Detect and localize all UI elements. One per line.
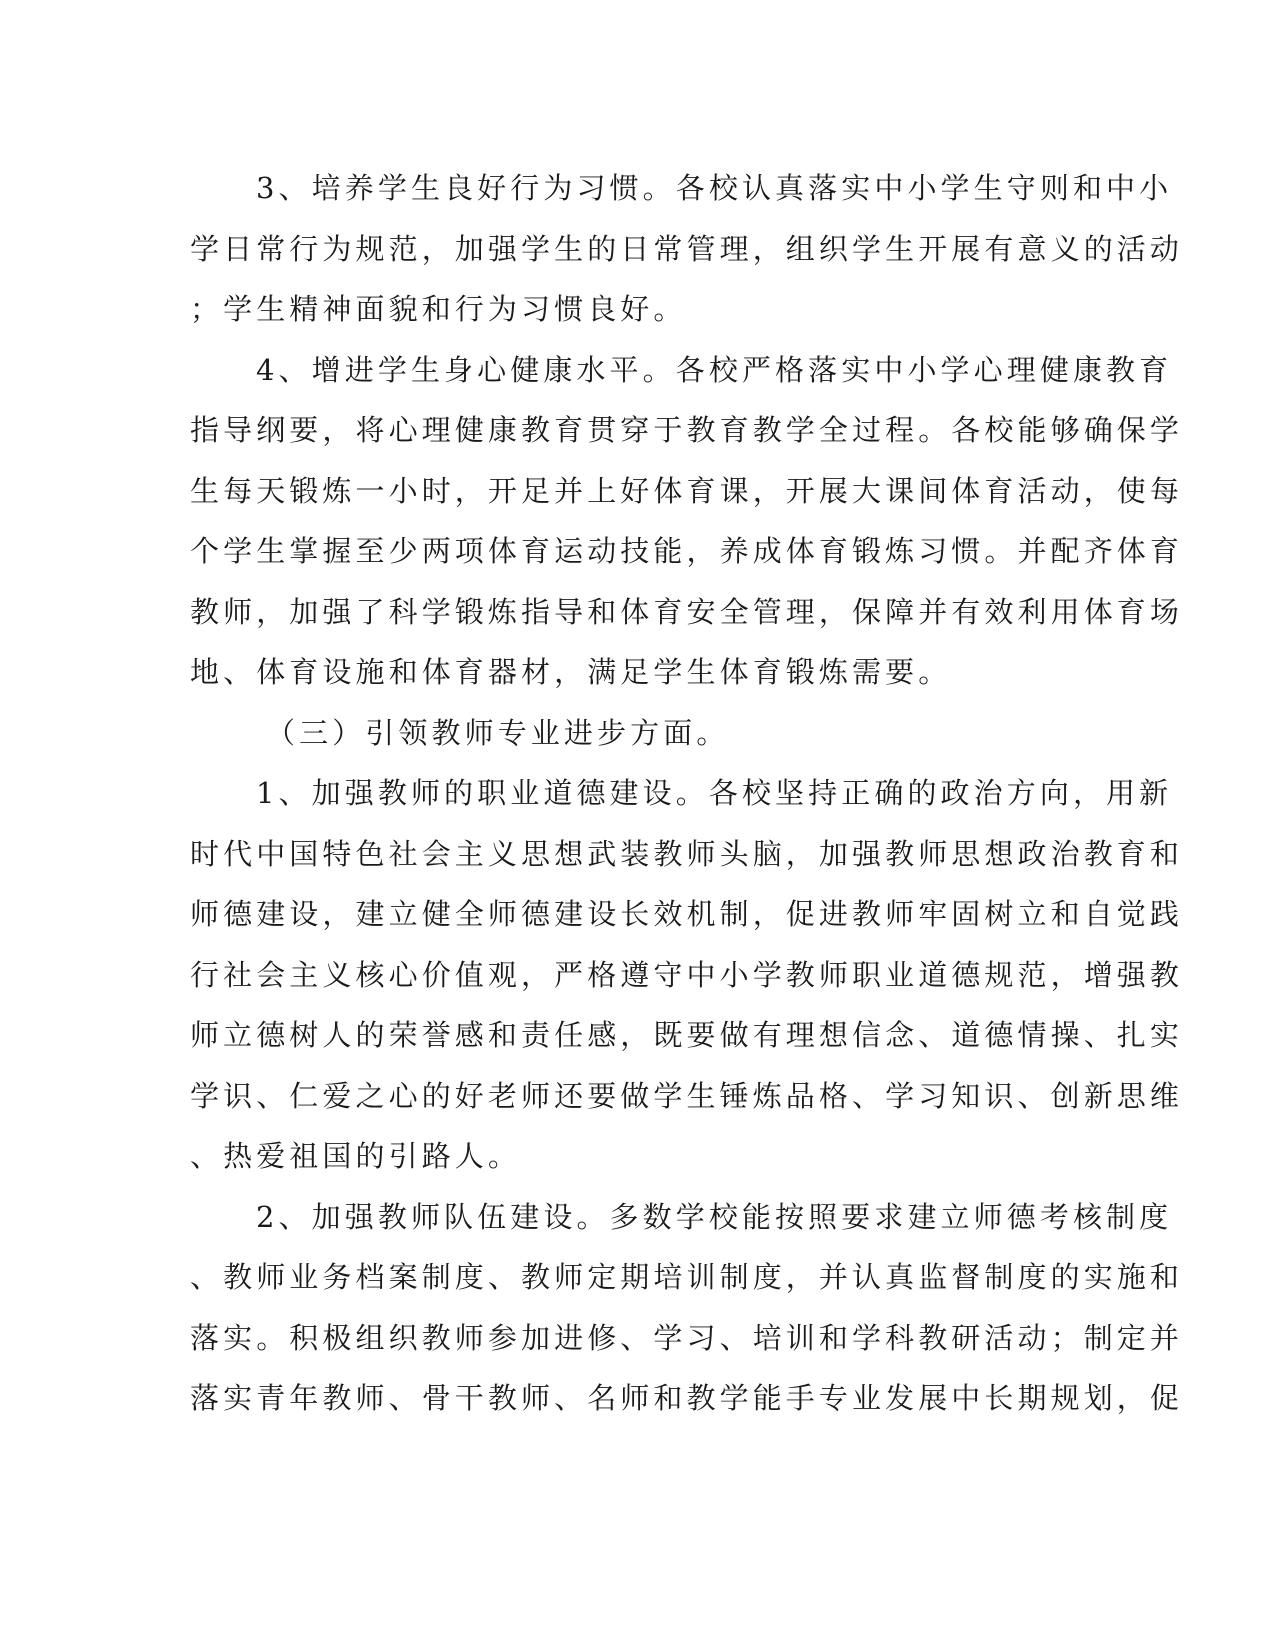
paragraph-4-line-5: 教师，加强了科学锻炼指导和体育安全管理，保障并有效利用体育场: [190, 594, 1184, 629]
paragraph-1-line-1: 1、加强教师的职业道德建设。各校坚持正确的政治方向，用新: [256, 776, 1173, 810]
paragraph-3-line-2: 学日常行为规范，加强学生的日常管理，组织学生开展有意义的活动: [190, 231, 1184, 266]
paragraph-2-line-3: 落实。积极组织教师参加进修、学习、培训和学科教研活动；制定并: [190, 1320, 1184, 1355]
paragraph-4-line-1: 4、增进学生身心健康水平。各校严格落实中小学心理健康教育: [256, 352, 1173, 387]
paragraph-1-line-3: 师德建设，建立健全师德建设长效机制，促进教师牢固树立和自觉践: [190, 897, 1184, 931]
paragraph-2-line-4: 落实青年教师、骨干教师、名师和教学能手专业发展中长期规划，促: [190, 1381, 1184, 1415]
section-heading: （三）引领教师专业进步方面。: [266, 715, 730, 750]
paragraph-2-line-1: 2、加强教师队伍建设。多数学校能按照要求建立师德考核制度: [256, 1199, 1173, 1234]
paragraph-4-line-2: 指导纲要，将心理健康教育贯穿于教育教学全过程。各校能够确保学: [190, 413, 1184, 447]
paragraph-4-line-4: 个学生掌握至少两项体育运动技能，养成体育锻炼习惯。并配齐体育: [190, 534, 1184, 568]
paragraph-1-line-5: 师立德树人的荣誉感和责任感，既要做有理想信念、道德情操、扎实: [190, 1018, 1184, 1052]
paragraph-1-line-7: 、热爱祖国的引路人。: [190, 1139, 522, 1173]
paragraph-3-line-1: 3、培养学生良好行为习惯。各校认真落实中小学生守则和中小: [256, 171, 1173, 205]
paragraph-3-line-3: ；学生精神面貌和行为习惯良好。: [190, 292, 687, 326]
paragraph-1-line-6: 学识、仁爱之心的好老师还要做学生锤炼品格、学习知识、创新思维: [190, 1078, 1184, 1113]
body-text: [190, 158, 1184, 1429]
paragraph-4-line-6: 地、体育设施和体育器材，满足学生体育锻炼需要。: [190, 655, 952, 689]
paragraph-2-line-2: 、教师业务档案制度、教师定期培训制度，并认真监督制度的实施和: [190, 1260, 1184, 1294]
paragraph-4-line-3: 生每天锻炼一小时，开足并上好体育课，开展大课间体育活动，使每: [190, 473, 1184, 508]
paragraph-1-line-4: 行社会主义核心价值观，严格遵守中小学教师职业道德规范，增强教: [190, 957, 1184, 992]
paragraph-1-line-2: 时代中国特色社会主义思想武装教师头脑，加强教师思想政治教育和: [190, 836, 1184, 871]
